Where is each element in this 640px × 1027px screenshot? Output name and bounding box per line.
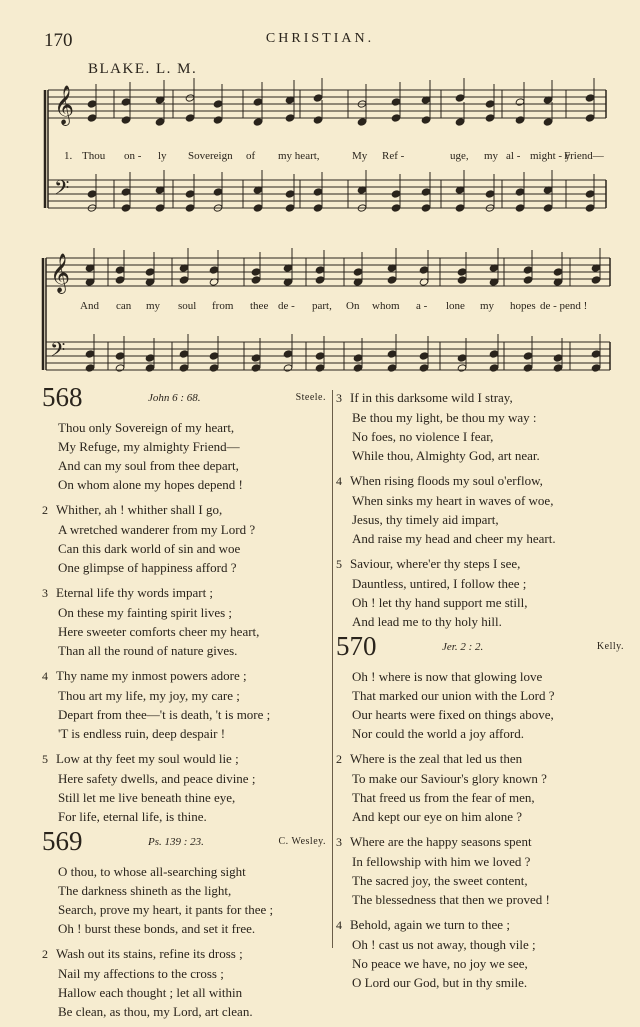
left-column	[42, 382, 328, 1027]
tune-title: BLAKE. L. M.	[88, 61, 198, 77]
author: C. Wesley.	[278, 836, 326, 847]
line-text: Oh ! let thy hand support me still,	[352, 595, 528, 610]
line-text: When rising floods my soul o'erflow,	[350, 473, 543, 488]
line-text: A wretched wanderer from my Lord ?	[58, 522, 256, 537]
verse-line	[336, 427, 626, 446]
verse-line	[42, 919, 328, 938]
line-text: Dauntless, untired, I follow thee ;	[352, 576, 527, 591]
lyric-syllable: soul	[178, 300, 197, 312]
line-text: Nail my affections to the cross ;	[58, 966, 224, 981]
verse-line	[42, 769, 328, 788]
hymn-number: 568	[42, 382, 83, 412]
line-text: On these my fainting spirit lives ;	[58, 605, 233, 620]
verse-line	[42, 641, 328, 660]
verse-line	[336, 388, 626, 408]
hymn-number: 570	[336, 631, 377, 661]
line-text: Where is the zeal that led us then	[350, 751, 523, 766]
verse-line	[336, 915, 626, 935]
lyric-syllable: my	[484, 150, 499, 162]
running-head: CHRISTIAN.	[265, 31, 375, 46]
stanza	[42, 862, 328, 938]
line-text: Oh ! where is now that glowing love	[352, 669, 543, 684]
verse-line	[42, 418, 328, 437]
page-number: 170	[44, 30, 73, 51]
line-text: Can this dark world of sin and woe	[58, 541, 241, 556]
scripture-reference: Ps. 139 : 23.	[148, 836, 204, 848]
lyric-syllable: Friend—	[564, 150, 604, 162]
stanza-number: 5	[336, 557, 342, 571]
verse-line	[336, 408, 626, 427]
verse-line	[42, 944, 328, 964]
line-text: No peace we have, no joy we see,	[352, 956, 528, 971]
hymn-570-text	[336, 667, 626, 992]
stanza-number: 2	[42, 503, 48, 517]
stanza	[336, 832, 626, 909]
verse-line	[42, 475, 328, 494]
line-text: Oh ! burst these bonds, and set it free.	[58, 921, 256, 936]
verse-line	[336, 807, 626, 826]
line-text: The blessedness that then we proved !	[352, 892, 550, 907]
lyric-syllable: lone	[446, 300, 465, 312]
verse-line	[336, 510, 626, 529]
verse-line	[42, 500, 328, 520]
hymn-570-heading	[336, 631, 626, 667]
lyric-syllable: my heart,	[278, 150, 320, 162]
line-text: And raise my head and cheer my heart.	[352, 531, 556, 546]
lyric-syllable: can	[116, 300, 132, 312]
verse-line	[42, 724, 328, 743]
line-text: When sinks my heart in waves of woe,	[352, 493, 554, 508]
lyric-syllable: And	[80, 300, 99, 312]
line-text: Nor could the world a joy afford.	[352, 726, 524, 741]
svg-text:𝄞: 𝄞	[50, 255, 71, 292]
line-text: Saviour, where'er thy steps I see,	[350, 556, 521, 571]
line-text: Depart from thee—'t is death, 't is more ;	[58, 707, 271, 722]
line-text: My Refuge, my almighty Friend—	[58, 439, 240, 454]
svg-text:𝄢: 𝄢	[54, 178, 70, 204]
line-text: Thou only Sovereign of my heart,	[58, 420, 235, 435]
verse-line	[42, 983, 328, 1002]
verse-line	[336, 593, 626, 612]
verse-line	[336, 612, 626, 631]
stanza	[336, 388, 626, 465]
verse-line	[336, 935, 626, 954]
line-text: And kept our eye on him alone ?	[352, 809, 523, 824]
stanza	[336, 554, 626, 631]
svg-text:𝄢: 𝄢	[50, 340, 66, 366]
stanza	[336, 667, 626, 743]
hymn-569-continued	[336, 388, 626, 631]
lyric-syllable: de -	[278, 300, 295, 312]
scripture-reference: Jer. 2 : 2.	[442, 641, 484, 653]
lyric-syllable: from	[212, 300, 234, 312]
stanza-number: 4	[42, 669, 48, 683]
verse-line	[336, 491, 626, 510]
stanza	[336, 915, 626, 992]
lyric-syllable: Sovereign	[188, 150, 233, 162]
lyric-syllable: Ref -	[382, 150, 405, 162]
line-text: Thy name my inmost powers adore ;	[56, 668, 247, 683]
line-text: Here safety dwells, and peace divine ;	[58, 771, 256, 786]
hymn-number: 569	[42, 826, 83, 856]
line-text: 'T is endless ruin, deep despair !	[58, 726, 226, 741]
line-text: Here sweeter comforts cheer my heart,	[58, 624, 260, 639]
lyric-syllable: a -	[416, 300, 428, 312]
verse-line	[336, 686, 626, 705]
hymn-569-text	[42, 862, 328, 1021]
line-text: Our hearts were fixed on things above,	[352, 707, 554, 722]
verse-number: 1.	[64, 150, 73, 162]
lyric-syllable: al -	[506, 150, 521, 162]
verse-line	[336, 554, 626, 574]
stanza-number: 2	[336, 752, 342, 766]
line-text: Wash out its stains, refine its dross ;	[56, 946, 243, 961]
hymn-569-heading	[42, 826, 328, 862]
verse-line	[42, 862, 328, 881]
lyric-syllable: On	[346, 300, 360, 312]
stanza	[42, 583, 328, 660]
stanza	[42, 666, 328, 743]
stanza-number: 4	[336, 918, 342, 932]
verse-line	[336, 724, 626, 743]
author: Steele.	[295, 392, 326, 403]
verse-line	[42, 539, 328, 558]
line-text: Where are the happy seasons spent	[350, 834, 532, 849]
line-text: And can my soul from thee depart,	[58, 458, 239, 473]
stanza-number: 4	[336, 474, 342, 488]
stanza	[42, 418, 328, 494]
lyric-syllable: de - pend !	[540, 300, 588, 312]
verse-line	[336, 529, 626, 548]
line-text: That marked our union with the Lord ?	[352, 688, 555, 703]
line-text: For life, eternal life, is thine.	[58, 809, 207, 824]
line-text: One glimpse of happiness afford ?	[58, 560, 237, 575]
line-text: Eternal life thy words impart ;	[56, 585, 214, 600]
verse-line	[336, 890, 626, 909]
verse-line	[42, 1002, 328, 1021]
line-text: In fellowship with him we loved ?	[352, 854, 531, 869]
line-text: The darkness shineth as the light,	[58, 883, 232, 898]
stanza	[336, 749, 626, 826]
line-text: Behold, again we turn to thee ;	[350, 917, 510, 932]
column-divider	[332, 390, 333, 948]
line-text: O Lord our God, but in thy smile.	[352, 975, 528, 990]
lyric-syllable: part,	[312, 300, 332, 312]
stanza	[42, 749, 328, 826]
verse-line	[42, 749, 328, 769]
line-text: No foes, no violence I fear,	[352, 429, 494, 444]
lyric-syllable: My	[352, 150, 368, 162]
stanza	[336, 471, 626, 548]
verse-line	[336, 446, 626, 465]
lyric-syllable: my	[480, 300, 495, 312]
lyric-syllable: uge,	[450, 150, 469, 162]
line-text: Whither, ah ! whither shall I go,	[56, 502, 223, 517]
verse-line	[42, 686, 328, 705]
verse-line	[336, 954, 626, 973]
verse-line	[336, 471, 626, 491]
verse-line	[42, 456, 328, 475]
line-text: Hallow each thought ; let all within	[58, 985, 243, 1000]
hymn-568-heading	[42, 382, 328, 418]
lyric-syllable: of	[246, 150, 256, 162]
line-text: If in this darksome wild I stray,	[350, 390, 513, 405]
verse-line	[336, 832, 626, 852]
verse-line	[42, 705, 328, 724]
verse-line	[42, 666, 328, 686]
verse-line	[42, 603, 328, 622]
stanza	[42, 500, 328, 577]
line-text: Low at thy feet my soul would lie ;	[56, 751, 239, 766]
verse-line	[336, 788, 626, 807]
verse-line	[336, 749, 626, 769]
verse-line	[42, 622, 328, 641]
verse-line	[42, 520, 328, 539]
lyric-syllable: might - y	[530, 150, 571, 162]
lyric-syllable: thee	[250, 300, 269, 312]
verse-line	[336, 769, 626, 788]
stanza-number: 3	[42, 586, 48, 600]
lyric-syllable: Thou	[82, 150, 106, 162]
svg-text:𝄞: 𝄞	[54, 87, 75, 124]
line-text: O thou, to whose all-searching sight	[58, 864, 246, 879]
verse-line	[42, 558, 328, 577]
line-text: Be thou my light, be thou my way :	[352, 410, 537, 425]
line-text: On whom alone my hopes depend !	[58, 477, 243, 492]
line-text: Search, prove my heart, it pants for thee ;	[58, 902, 274, 917]
verse-line	[42, 881, 328, 900]
scripture-reference: John 6 : 68.	[148, 392, 201, 404]
stanza-number: 3	[336, 391, 342, 405]
verse-line	[42, 964, 328, 983]
verse-line	[336, 574, 626, 593]
hymn-568-text	[42, 418, 328, 826]
verse-line	[42, 437, 328, 456]
line-text: Oh ! cast us not away, though vile ;	[352, 937, 536, 952]
lyric-syllable: ly	[158, 150, 167, 162]
line-text: Thou art my life, my joy, my care ;	[58, 688, 240, 703]
verse-line	[336, 852, 626, 871]
right-column	[336, 388, 626, 998]
verse-line	[336, 667, 626, 686]
verse-line	[336, 871, 626, 890]
line-text: To make our Saviour's glory known ?	[352, 771, 547, 786]
stanza-number: 3	[336, 835, 342, 849]
line-text: That freed us from the fear of men,	[352, 790, 535, 805]
stanza-number: 2	[42, 947, 48, 961]
music-score	[0, 0, 640, 390]
line-text: Jesus, thy timely aid impart,	[352, 512, 499, 527]
line-text: Still let me live beneath thine eye,	[58, 790, 236, 805]
line-text: The sacred joy, the sweet content,	[352, 873, 528, 888]
lyric-syllable: on -	[124, 150, 142, 162]
lyric-syllable: whom	[372, 300, 400, 312]
author: Kelly.	[596, 641, 624, 652]
line-text: And lead me to thy holy hill.	[352, 614, 502, 629]
verse-line	[42, 807, 328, 826]
verse-line	[42, 583, 328, 603]
line-text: Than all the round of nature gives.	[58, 643, 238, 658]
verse-line	[42, 788, 328, 807]
verse-line	[42, 900, 328, 919]
stanza-number: 5	[42, 752, 48, 766]
lyric-syllable: hopes	[510, 300, 536, 312]
verse-line	[336, 705, 626, 724]
line-text: While thou, Almighty God, art near.	[352, 448, 540, 463]
lyric-syllable: my	[146, 300, 161, 312]
line-text: Be clean, as thou, my Lord, art clean.	[58, 1004, 253, 1019]
